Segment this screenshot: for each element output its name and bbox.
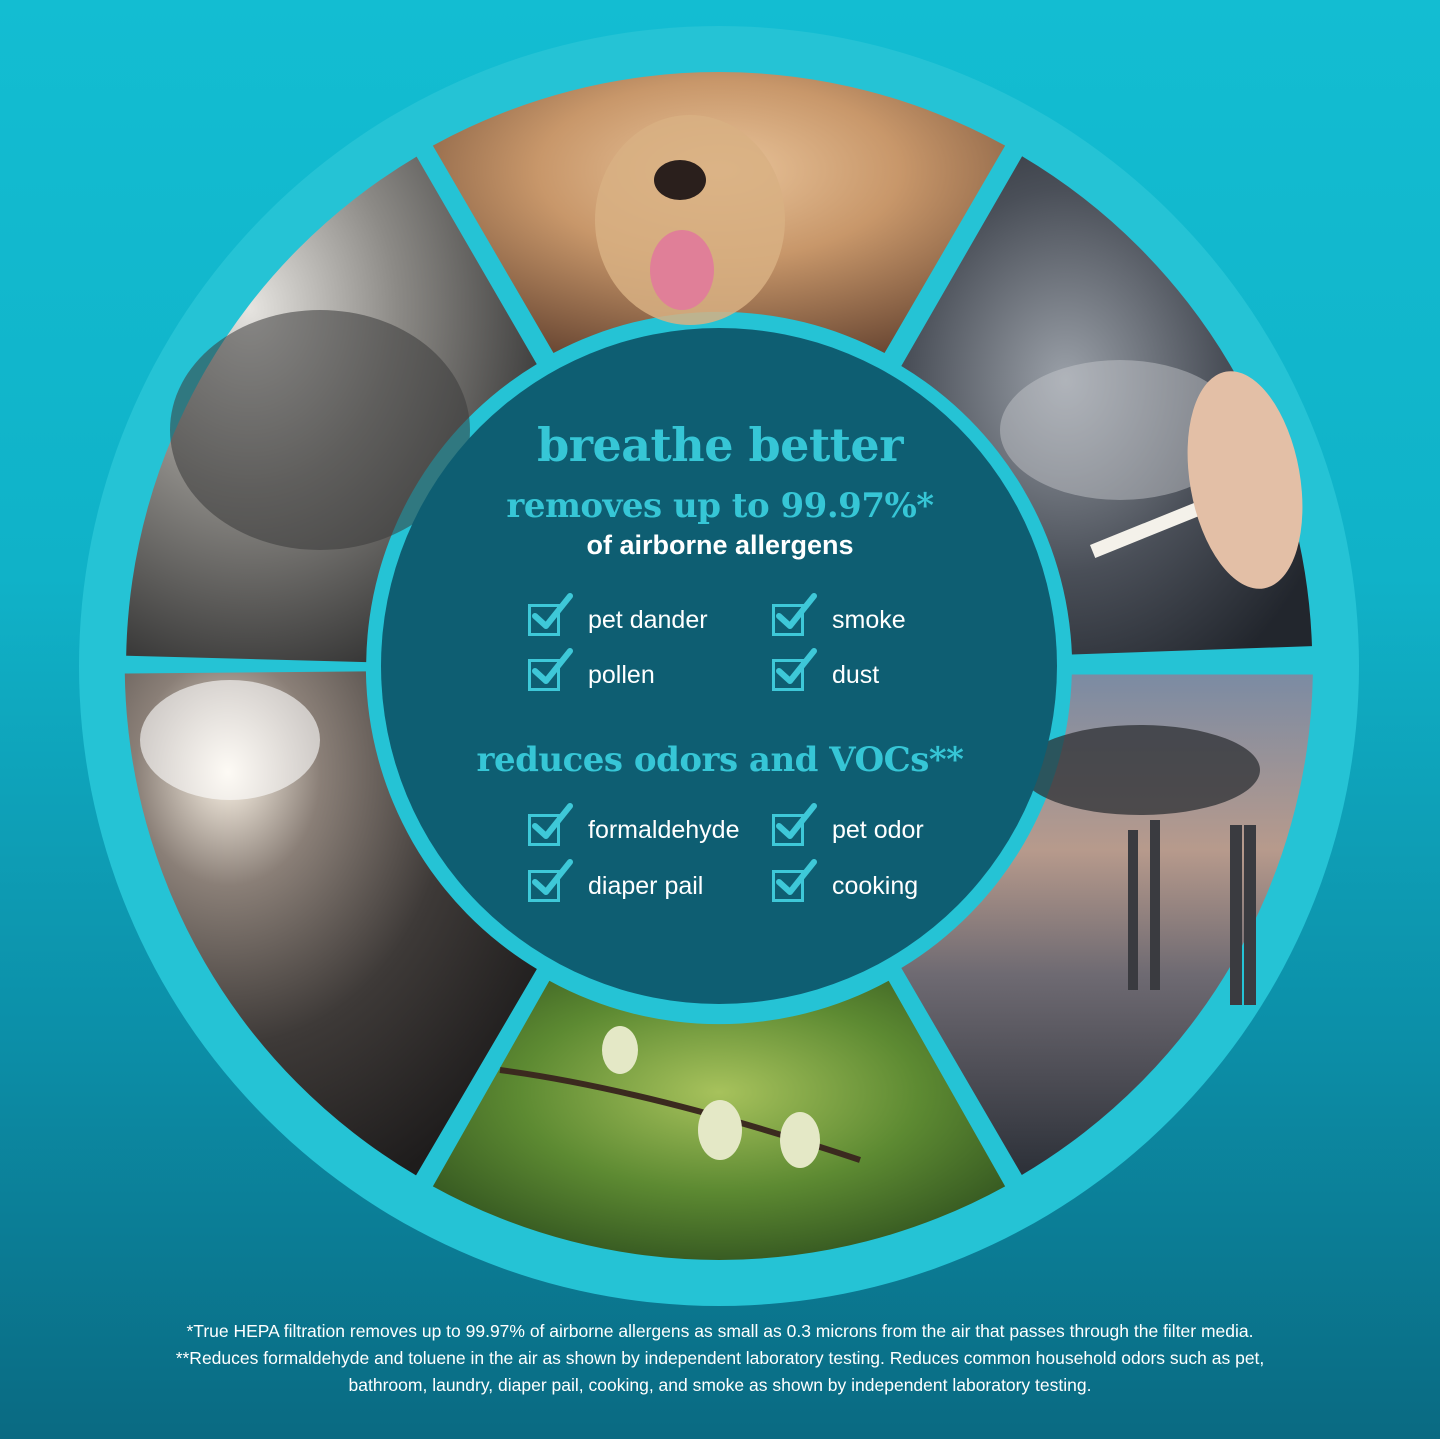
- dog-nose-shape: [654, 160, 706, 200]
- catkin-shape: [602, 1026, 638, 1074]
- catkin-shape: [780, 1112, 820, 1168]
- checkmark-icon: [530, 802, 574, 846]
- footnote-line: **Reduces formaldehyde and toluene in the air as shown by independent laboratory testing. Reduces common household odors such as pet,: [175, 1348, 1265, 1368]
- catkin-shape: [698, 1100, 742, 1160]
- odor-label: cooking: [832, 872, 919, 900]
- smokestack-shape: [1244, 825, 1256, 1005]
- checkmark-icon: [530, 858, 574, 902]
- dog-tongue-shape: [650, 230, 714, 310]
- checkmark-icon: [530, 592, 574, 636]
- allergen-label: pet dander: [588, 606, 708, 634]
- allergen-label: dust: [832, 661, 880, 689]
- allergen-label: smoke: [832, 606, 906, 634]
- odor-label: formaldehyde: [588, 816, 740, 844]
- allergen-label: pollen: [588, 661, 655, 689]
- checkmark-icon: [774, 858, 818, 902]
- footnote-line: bathroom, laundry, diaper pail, cooking, and smoke as shown by independent laboratory testing.: [348, 1375, 1092, 1395]
- footnote-line: *True HEPA filtration removes up to 99.97% of airborne allergens as small as 0.3 microns from the air that passes through the filter media.: [186, 1321, 1254, 1341]
- footnotes: [0, 1318, 1440, 1399]
- headline: breathe better: [537, 418, 903, 472]
- odor-label: diaper pail: [588, 872, 704, 900]
- light-beam-shape: [140, 680, 320, 800]
- smokestack-shape: [1128, 830, 1138, 990]
- odor-label: pet odor: [832, 816, 924, 844]
- odors-headline: reduces odors and VOCs**: [476, 740, 964, 780]
- checkmark-icon: [774, 802, 818, 846]
- checkmark-icon: [530, 647, 574, 691]
- subheadline: removes up to 99.97%*: [506, 486, 934, 526]
- checkmark-icon: [774, 647, 818, 691]
- checkmark-icon: [774, 592, 818, 636]
- smokestack-shape: [1230, 825, 1242, 1005]
- center-panel: [380, 330, 1060, 1010]
- smokestack-shape: [1150, 820, 1160, 990]
- subheadline-note: of airborne allergens: [586, 530, 854, 560]
